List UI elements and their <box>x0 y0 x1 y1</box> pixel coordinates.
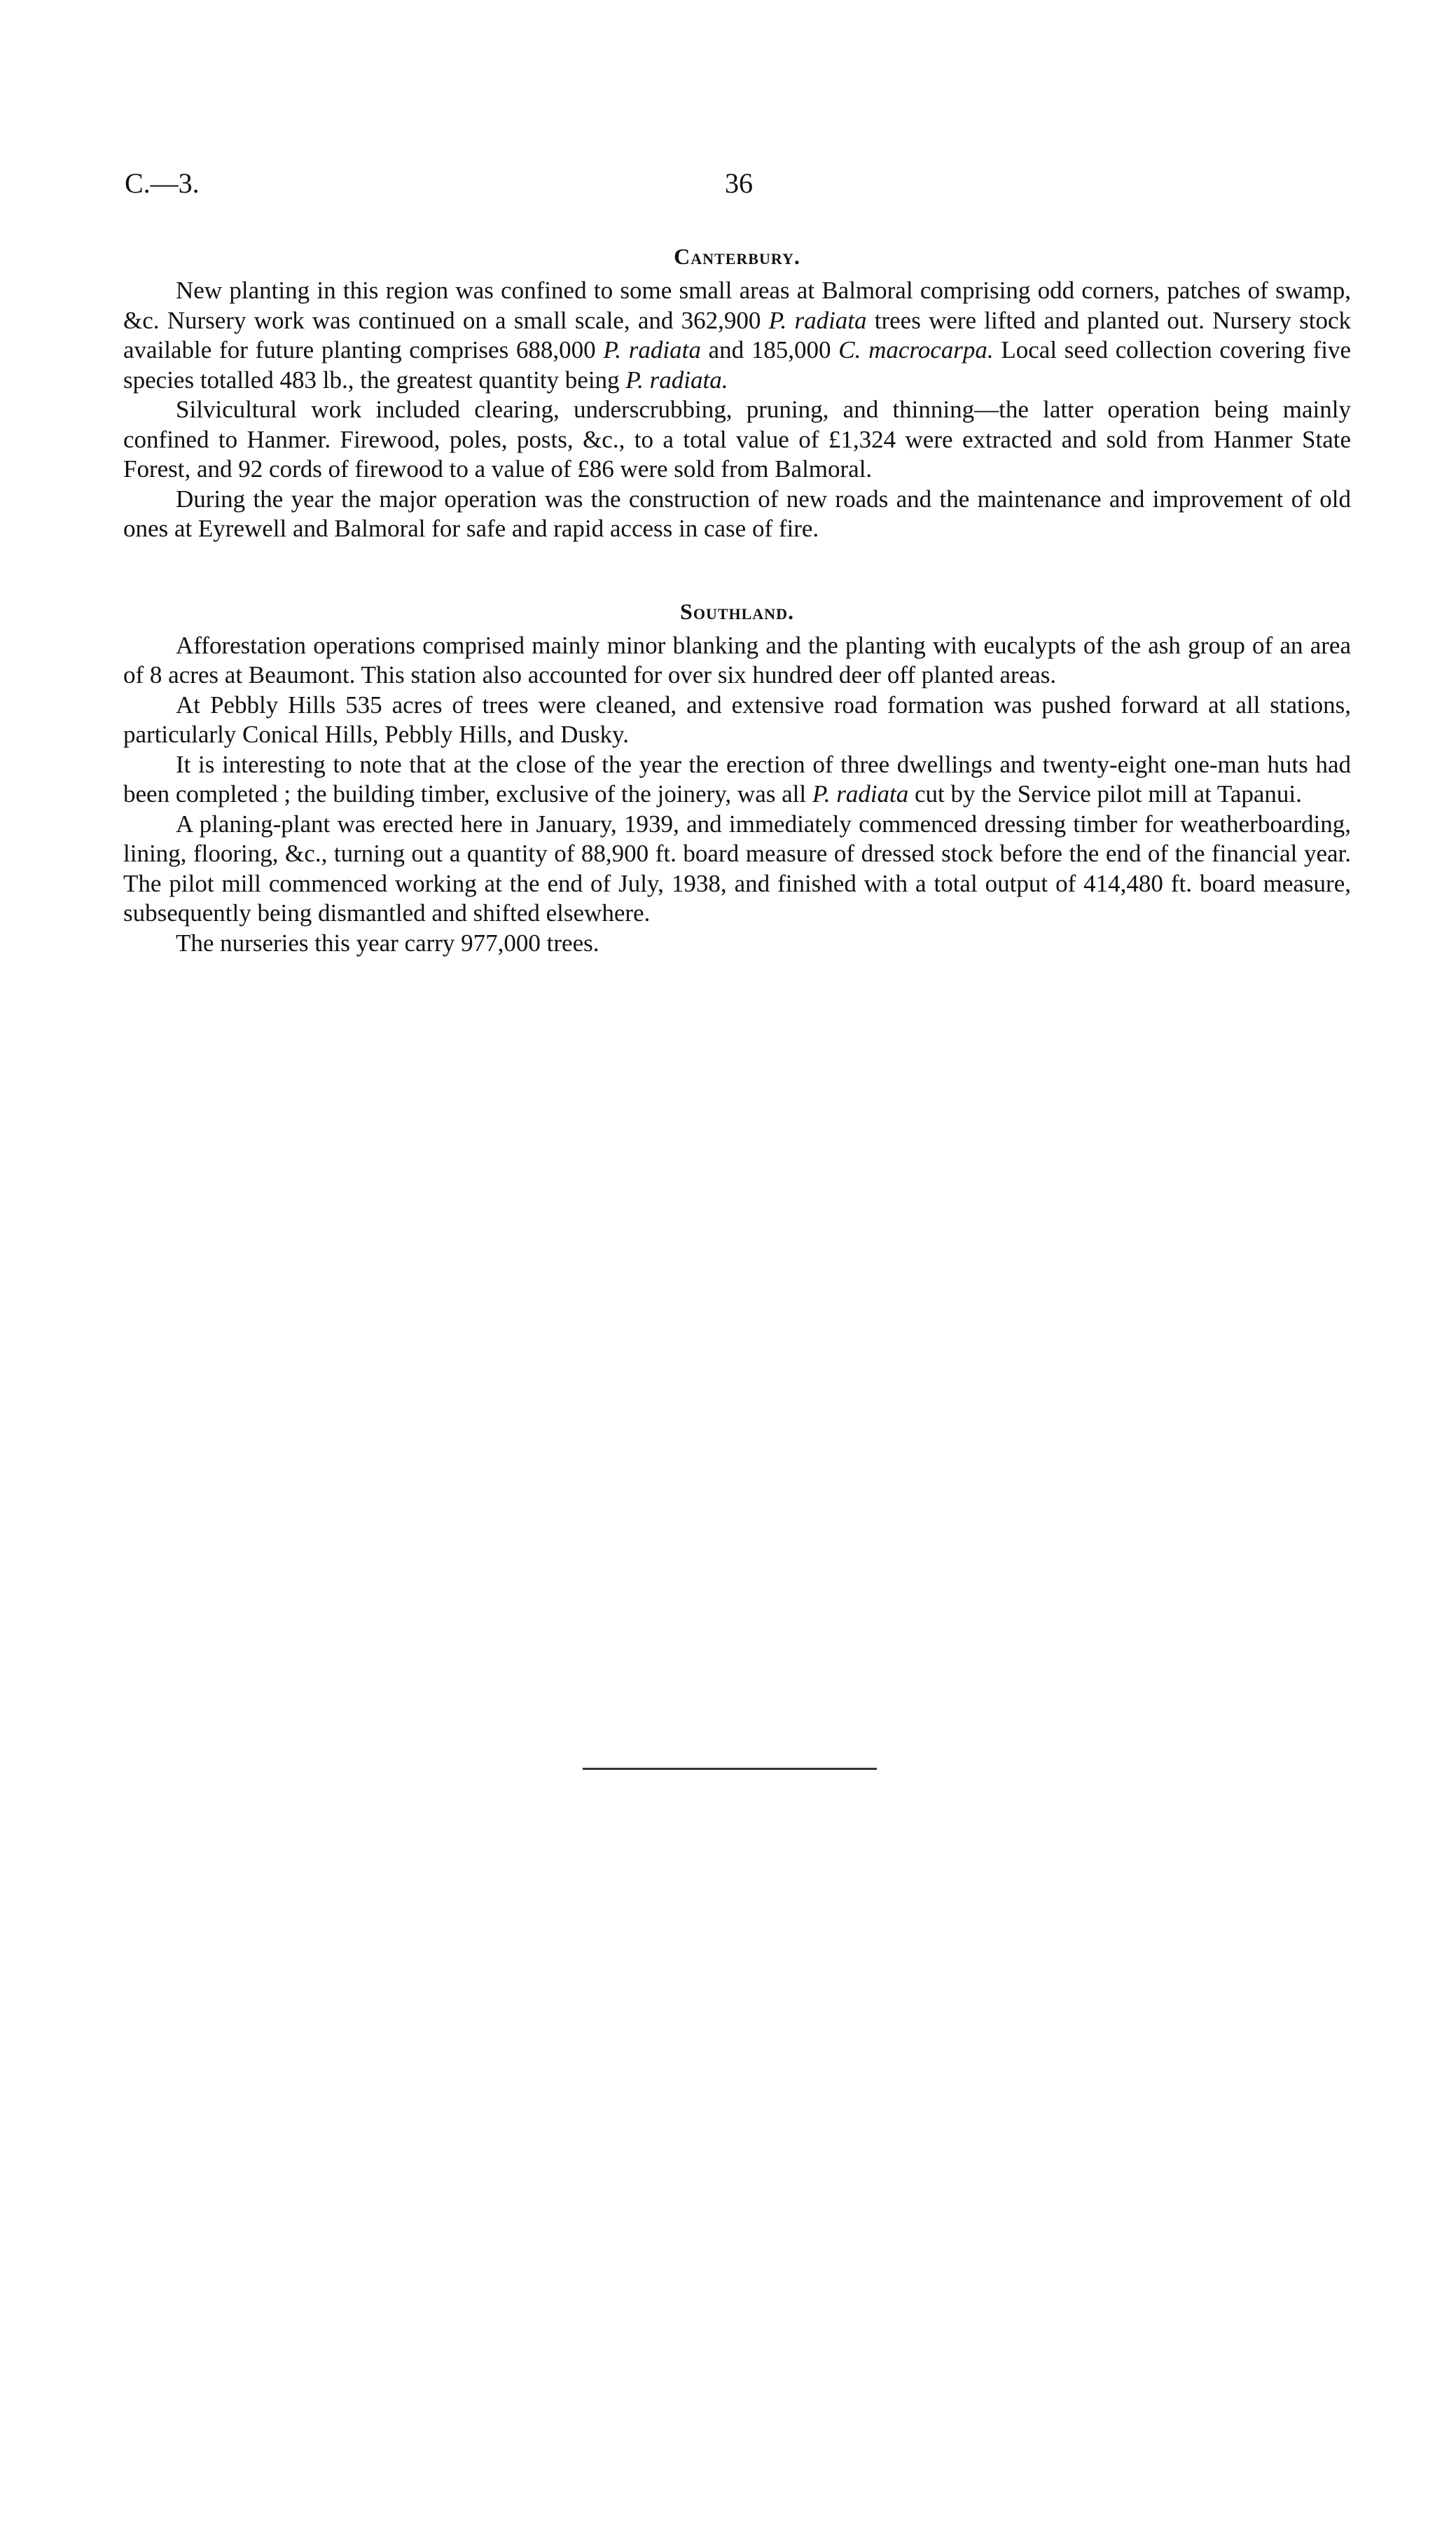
italic-species-name: P. radiata <box>812 780 909 808</box>
page-header <box>0 162 1456 212</box>
end-rule <box>583 1768 877 1770</box>
italic-species-name: C. macrocarpa. <box>838 336 994 363</box>
paragraph: At Pebbly Hills 535 acres of trees were cleaned, and extensive road formation was pushed forward at all stations, particularly Conical Hills, Pebbly Hills, and Dusky. <box>123 691 1351 748</box>
section-southland <box>123 595 1351 959</box>
paragraph: During the year the major operation was the construction of new roads and the maintenance and improvement of old ones at Eyrewell and Balmoral for safe and rapid access in case of fire. <box>123 485 1351 542</box>
document-body <box>123 240 1351 958</box>
section-heading: Southland. <box>680 598 794 624</box>
paragraph: A planing-plant was erected here in January, 1939, and immediately commenced dressing timber for weatherboarding, lining, flooring, &c., turning out a quantity of 88,900 ft. board measure of dressed stock before the end of the financial year. The pilot mill commenced working at the end of July, 1938, and finished with a total output of 414,480 ft. board measure, subsequently being dismantled and shifted elsewhere. <box>123 810 1351 927</box>
italic-species-name: P. radiata <box>603 336 701 363</box>
paragraph: New planting in this region was confined to some small areas at Balmoral comprising odd corners, patches of swamp, &c. Nursery work was continued on a small scale, and 362,900 P. radiata trees were lifted and planted out. Nursery stock available for future planting comprises 688,000 P. radiata and 185,000 C. macrocarpa. Local seed collection covering five species totalled 483 lb., the greatest quantity being P. radiata. <box>123 277 1352 394</box>
paragraph: Silvicultural work included clearing, underscrubbing, pruning, and thinning—the latter operation being mainly confined to Hanmer. Firewood, poles, posts, &c., to a total value of £1,324 were extracted and sold from Hanmer State Forest, and 92 cords of firewood to a value of £86 were sold from Balmoral. <box>123 396 1351 483</box>
italic-species-name: P. radiata <box>768 306 867 334</box>
document-code: C.—3. <box>125 167 200 199</box>
paragraph: It is interesting to note that at the close of the year the erection of three dwellings and twenty-eight one-man huts had been completed ; the building timber, exclusive of the joinery, was all P. radiata cut by the Service pilot mill at Tapanui. <box>123 750 1351 808</box>
section-canterbury <box>123 240 1351 544</box>
section-heading: Canterbury. <box>674 244 800 269</box>
page-number: 36 <box>725 167 753 199</box>
paragraph: Afforestation operations comprised mainly minor blanking and the planting with eucalypts of the ash group of an area of 8 acres at Beaumont. This station also accounted for over six hundred deer off planted areas. <box>123 631 1351 688</box>
italic-species-name: P. radiata. <box>625 366 728 394</box>
paragraph: The nurseries this year carry 977,000 trees. <box>176 929 599 957</box>
